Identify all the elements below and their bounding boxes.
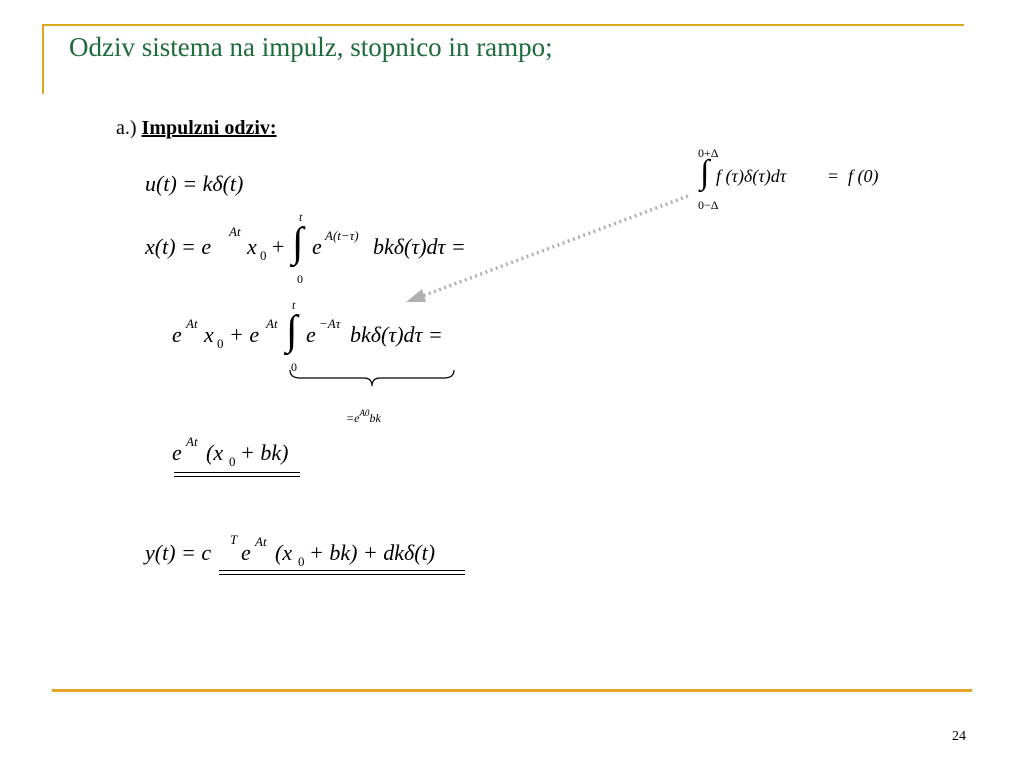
double-underline-bottom (219, 574, 465, 575)
eq-x-e: e (312, 234, 322, 259)
eq2-e3: e (306, 322, 316, 347)
eq-y-exp: At (255, 534, 267, 549)
eq-x-exp: At (229, 224, 241, 239)
integral-sign: ∫ (292, 220, 304, 266)
side-lhs: f (τ)δ(τ)dτ (716, 166, 787, 186)
eq-x-tail: bkδ(τ)dτ = (373, 234, 466, 259)
eq-x-plus: + (272, 234, 285, 259)
eq-x-int-upper: t (299, 210, 303, 224)
side-integral-sign: ∫ (700, 154, 710, 191)
eq2-exp1: At (186, 316, 198, 331)
eq2-int-upper: t (292, 298, 296, 312)
eq-x-int-lower: 0 (297, 272, 303, 286)
side-upper-limit: 0+Δ (698, 146, 719, 160)
eq-y-lhs: y(t) = c (145, 540, 212, 565)
side-eq: = (828, 166, 839, 186)
side-rhs: f (0) (848, 166, 879, 186)
slide-title: Odziv sistema na impulz, stopnico in rampo; (69, 32, 553, 62)
underbrace-note: $=e^{A0}bk$ (346, 408, 381, 425)
page-number: 24 (952, 729, 966, 744)
eq2-sub: 0 (217, 336, 224, 351)
eq-x-exp2: A(t−τ) (325, 228, 359, 243)
integral-sign: ∫ (286, 308, 298, 354)
equation-x-result (172, 430, 312, 485)
eq-y-sub: 0 (298, 554, 305, 569)
eq-y-e: e (241, 540, 251, 565)
eq-x-sub: 0 (260, 248, 267, 263)
equation-x-step2 (172, 298, 492, 428)
double-underline-top (174, 472, 300, 473)
eq2-x: x (204, 322, 214, 347)
equation-y (145, 530, 485, 585)
eq2-plus: + e (229, 322, 260, 347)
equation-u: u(t) = kδ(t) (145, 171, 244, 196)
eq2-exp3: −Aτ (319, 316, 341, 331)
eq2-exp2: At (266, 316, 278, 331)
eq3-sub: 0 (229, 454, 236, 469)
double-underline-bottom (174, 476, 300, 477)
eq3-rest: + bk) (240, 440, 289, 465)
underbrace (288, 368, 456, 390)
eq-x-lhs: x(t) = e (145, 234, 212, 259)
eq2-e1: e (172, 322, 182, 347)
side-lower-limit: 0−Δ (698, 198, 719, 212)
eq3-exp: At (186, 434, 198, 449)
eq2-int-lower: 0 (291, 360, 297, 374)
eq-x-x: x (247, 234, 257, 259)
equation-x (145, 210, 525, 290)
eq-y-open: (x (275, 540, 293, 565)
eq3-open: (x (206, 440, 224, 465)
section-prefix: a.) (116, 117, 137, 139)
eq2-tail: bkδ(τ)dτ = (350, 322, 443, 347)
section-title: Impulzni odziv: (141, 117, 277, 139)
double-underline-top (219, 570, 465, 571)
eq-y-rest: + bk) + dkδ(t) (309, 540, 436, 565)
eq-y-sup-t: T (230, 532, 238, 547)
eq3-e: e (172, 440, 182, 465)
